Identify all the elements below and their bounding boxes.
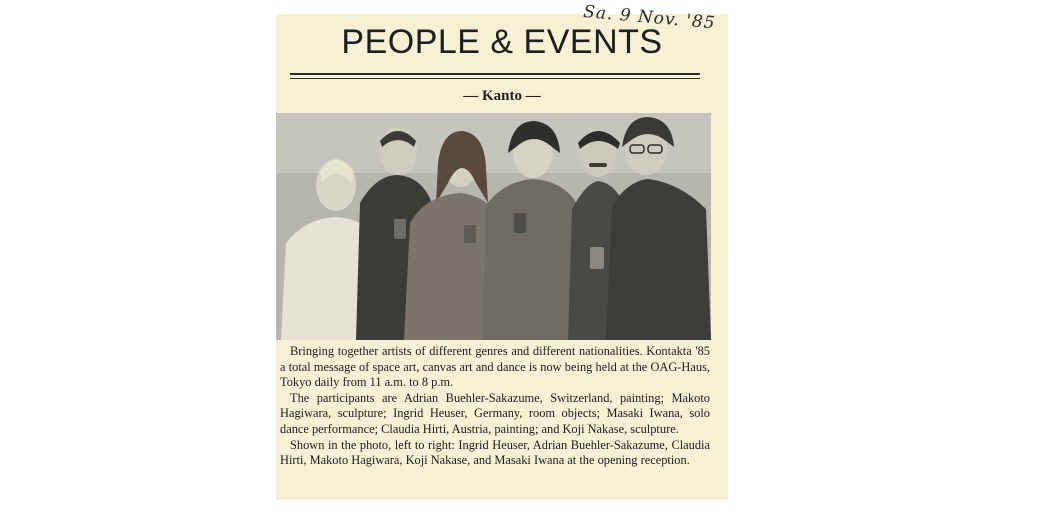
photo-caption [280, 344, 710, 469]
headline: PEOPLE & EVENTS [341, 23, 663, 61]
section-label: — Kanto — [463, 88, 541, 104]
caption-paragraph: The participants are Adrian Buehler-Sakazume, Switzerland, painting; Makoto Hagiwara, sculpture; Ingrid Heuser, Germany, room objects; Masaki Iwana, solo dance performance; Claudia Hirti, Austria, painting; and Koji Nakase, sculpture. [280, 390, 710, 436]
handwritten-date: Sa. 9 Nov. '85 [582, 1, 717, 34]
caption-paragraph: Shown in the photo, left to right: Ingrid Heuser, Adrian Buehler-Sakazume, Claudia Hirti, Makoto Hagiwara, Koji Nakase, and Masaki Iwana at the opening reception. [280, 437, 710, 468]
caption-paragraph: Bringing together artists of different genres and different nationalities. Kontakta '85 a total message of space art, canvas art and dance is now being held at the OAG-Haus, Tokyo daily from 11 a.m. to 8 p.m. [280, 344, 710, 390]
headline-rule-top [290, 73, 700, 75]
headline-rule-bottom [290, 78, 700, 79]
group-photo-illustration [276, 113, 711, 340]
group-photo [276, 113, 711, 340]
